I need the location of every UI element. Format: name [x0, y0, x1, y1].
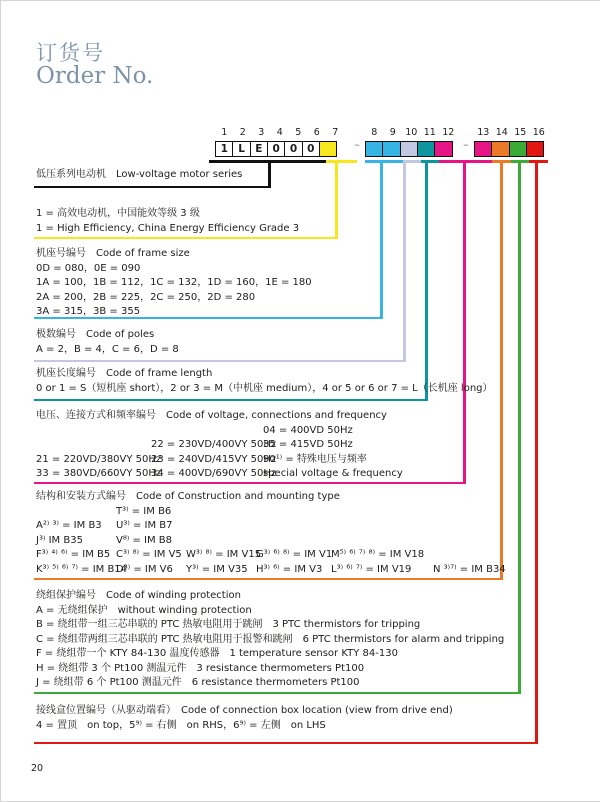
- code-box: [434, 141, 453, 157]
- code-position-number: 16: [532, 127, 545, 138]
- code-box: 0: [284, 141, 303, 157]
- section-line: 机座号编号 Code of frame size: [36, 248, 190, 259]
- code-group-1-7: [215, 127, 345, 157]
- section-cell: 22 = 230VD/400VY 50Hz: [151, 439, 277, 450]
- code-position-number: 2: [239, 127, 246, 138]
- section-voltage: [36, 409, 403, 482]
- section-cell: 23 = 240VD/415VY 50Hz: [151, 453, 277, 465]
- code-position-number: 4: [276, 127, 283, 138]
- code-box: 0: [302, 141, 321, 157]
- code-group-8-12: [365, 127, 458, 157]
- section-line: J = 绕组带 6 个 Pt100 测温元件 6 resistance thermometers Pt100: [36, 677, 360, 688]
- code-box: [491, 141, 510, 157]
- section-cell: N ³⁾⁷⁾ = IM B34: [433, 563, 506, 575]
- rule-voltage: [34, 482, 465, 485]
- section-line: 极数编号 Code of poles: [36, 329, 155, 340]
- underline-efficiency: [326, 160, 357, 163]
- section-line: 4 = 置顶 on top，5⁹⁾ = 右侧 on RHS，6⁹⁾ = 左侧 on LHS: [36, 719, 326, 731]
- section-cell: G³⁾ ⁶⁾ ⁸⁾ = IM V1: [256, 549, 333, 560]
- section-line: 1 = High Efficiency, China Energy Efficiency Grade 3: [36, 222, 300, 234]
- section-cell: special voltage & frequency: [263, 468, 403, 479]
- code-box: E: [250, 141, 269, 157]
- section-cell: 90¹⁾ = 特殊电压与频率: [263, 453, 367, 465]
- code-position-number: 8: [371, 127, 378, 138]
- section-mounting: [36, 490, 506, 577]
- section-cell: H³⁾ ⁶⁾ = IM V3: [256, 563, 323, 575]
- code-box: [509, 141, 528, 157]
- section-line: 2A = 200，2B = 225，2C = 250，2D = 280: [36, 291, 256, 303]
- code-box: [417, 141, 436, 157]
- section-line: [36, 424, 387, 439]
- code-dash: –: [463, 138, 469, 151]
- underline-poles: [403, 160, 421, 163]
- section-connection-box: [36, 704, 453, 733]
- connector-vertical-efficiency: [335, 160, 338, 239]
- section-line: 低压系列电动机 Low-voltage motor series: [36, 169, 243, 180]
- section-series: [36, 168, 242, 183]
- section-line: A = 无绕组保护 without winding protection: [36, 604, 252, 616]
- section-frame-size: [36, 247, 312, 320]
- section-cell: 21 = 220VD/380VY 50Hz: [36, 453, 162, 465]
- code-box: [400, 141, 419, 157]
- code-box: [526, 141, 545, 157]
- code-position-number: 6: [313, 127, 320, 138]
- section-line: C = 绕组带两组三芯串联的 PTC 热敏电阻用于报警和跳闸 6 PTC thermistors for alarm and tripping: [36, 633, 505, 645]
- code-position-number: 15: [514, 127, 527, 138]
- connector-vertical-poles: [403, 160, 406, 362]
- code-position-number: 5: [295, 127, 302, 138]
- code-position-number: 14: [495, 127, 508, 138]
- section-line: 1A = 100，1B = 112，1C = 132，1D = 160，1E = 180: [36, 277, 312, 288]
- section-cell: C³⁾ ⁸⁾ = IM V5: [116, 549, 182, 560]
- rule-efficiency: [34, 237, 337, 240]
- rule-frame-length: [34, 399, 427, 402]
- section-cell: K³⁾ ⁵⁾ ⁶⁾ ⁷⁾ = IM B14: [36, 563, 128, 575]
- section-cell: 33 = 380VD/660VY 50Hz: [36, 468, 162, 479]
- code-position-number: 12: [442, 127, 455, 138]
- section-line: 0D = 080，0E = 090: [36, 262, 141, 274]
- section-line: [36, 548, 425, 563]
- code-box: [319, 141, 338, 157]
- section-poles: [36, 328, 179, 357]
- code-boxes: [365, 141, 458, 157]
- underline-connection-box: [529, 160, 548, 163]
- connector-vertical-voltage: [463, 160, 466, 484]
- code-position-number: 9: [389, 127, 396, 138]
- rule-winding: [34, 692, 520, 695]
- code-position-numbers: [365, 127, 458, 140]
- code-boxes: [474, 141, 548, 157]
- rule-poles: [34, 360, 405, 363]
- section-cell: J³⁾ IM B35: [36, 534, 83, 546]
- section-line: 0 or 1 = S（短机座 short），2 or 3 = M（中机座 medium），4 or 5 or 6 or 7 = L（长机座 long）: [36, 382, 493, 394]
- section-line: 机座长度编号 Code of frame length: [36, 368, 213, 379]
- section-cell: L³⁾ ⁶⁾ ⁷⁾ = IM V19: [331, 563, 412, 575]
- section-line: A = 2，B = 4，C = 6，D = 8: [36, 343, 179, 355]
- code-position-number: 11: [423, 127, 436, 138]
- page-title-chinese: 订货号: [36, 41, 105, 65]
- code-position-numbers: [474, 127, 548, 140]
- section-line: 绕组保护编号 Code of winding protection: [36, 590, 241, 601]
- section-cell: D³⁾ = IM V6: [116, 563, 173, 575]
- code-position-number: 3: [258, 127, 265, 138]
- section-line: [36, 534, 340, 549]
- code-position-number: 1: [221, 127, 228, 138]
- code-box: 0: [267, 141, 286, 157]
- code-position-number: 7: [332, 127, 339, 138]
- code-position-number: 10: [405, 127, 418, 138]
- section-line: B = 绕组带一组三芯串联的 PTC 热敏电阻用于跳闸 3 PTC thermistors for tripping: [36, 619, 421, 630]
- section-cell: A²⁾ ³⁾ = IM B3: [36, 520, 102, 531]
- rule-connection-box: [34, 742, 537, 745]
- section-line: [36, 438, 387, 453]
- section-line: H = 绕组带 3 个 Pt100 测温元件 3 resistance thermometers Pt100: [36, 662, 365, 674]
- underline-frame-length: [421, 160, 439, 163]
- code-group-13-16: [474, 127, 548, 157]
- section-line: 接线盒位置编号（从驱动端看） Code of connection box location (view from drive end): [36, 705, 453, 716]
- connector-vertical-frame-size: [380, 160, 383, 319]
- rule-series: [34, 186, 270, 189]
- connector-vertical-connection-box: [535, 160, 538, 744]
- section-cell: W³⁾ ⁸⁾ = IM V15: [186, 549, 262, 560]
- code-position-number: 13: [477, 127, 490, 138]
- section-line: [36, 519, 340, 534]
- code-box: [474, 141, 493, 157]
- section-cell: U³⁾ = IM B7: [116, 520, 173, 531]
- section-cell: Y³⁾ = IM V35: [186, 563, 248, 575]
- section-line: [36, 453, 387, 468]
- section-cell: M⁵⁾ ⁶⁾ ⁷⁾ ⁸⁾ = IM V18: [331, 549, 425, 560]
- section-line: 电压、连接方式和频率编号 Code of voltage, connections and frequency: [36, 410, 387, 421]
- connector-vertical-frame-length: [425, 160, 428, 401]
- underline-voltage: [439, 160, 492, 163]
- code-box: [365, 141, 384, 157]
- section-cell: V⁸⁾ = IM B8: [116, 534, 173, 546]
- code-position-numbers: [215, 127, 345, 140]
- connector-vertical-series: [268, 160, 271, 188]
- underline-frame-size: [365, 160, 403, 163]
- section-efficiency: [36, 207, 299, 236]
- section-line: 1 = 高效电动机，中国能效等级 3 级: [36, 208, 200, 219]
- code-box: L: [232, 141, 251, 157]
- code-box: [382, 141, 401, 157]
- code-box: 1: [215, 141, 234, 157]
- section-line: 结构和安装方式编号 Code of Construction and mounting type: [36, 491, 340, 502]
- code-boxes: [215, 141, 345, 157]
- section-cell: 04 = 400VD 50Hz: [263, 424, 353, 436]
- page-number: 20: [31, 763, 44, 774]
- section-cell: 35 = 415VD 50Hz: [263, 439, 353, 450]
- section-frame-length: [36, 367, 493, 396]
- section-winding: [36, 589, 504, 691]
- section-line: [36, 505, 340, 520]
- connector-vertical-mounting: [500, 160, 503, 580]
- code-dash: –: [354, 138, 360, 151]
- section-cell: T³⁾ = IM B6: [116, 505, 172, 517]
- section-line: F = 绕组带一个 KTY 84-130 温度传感器 1 temperature sensor KTY 84-130: [36, 648, 398, 659]
- section-cell: 34 = 400VD/690VY 50Hz: [151, 468, 277, 479]
- section-line: [36, 467, 403, 482]
- page-title-english: Order No.: [36, 63, 154, 89]
- section-cell: F³⁾ ⁴⁾ ⁶⁾ = IM B5: [36, 549, 111, 560]
- section-line: [36, 563, 506, 578]
- connector-vertical-winding: [518, 160, 521, 694]
- section-line: 3A = 315，3B = 355: [36, 306, 141, 317]
- rule-mounting: [34, 578, 502, 581]
